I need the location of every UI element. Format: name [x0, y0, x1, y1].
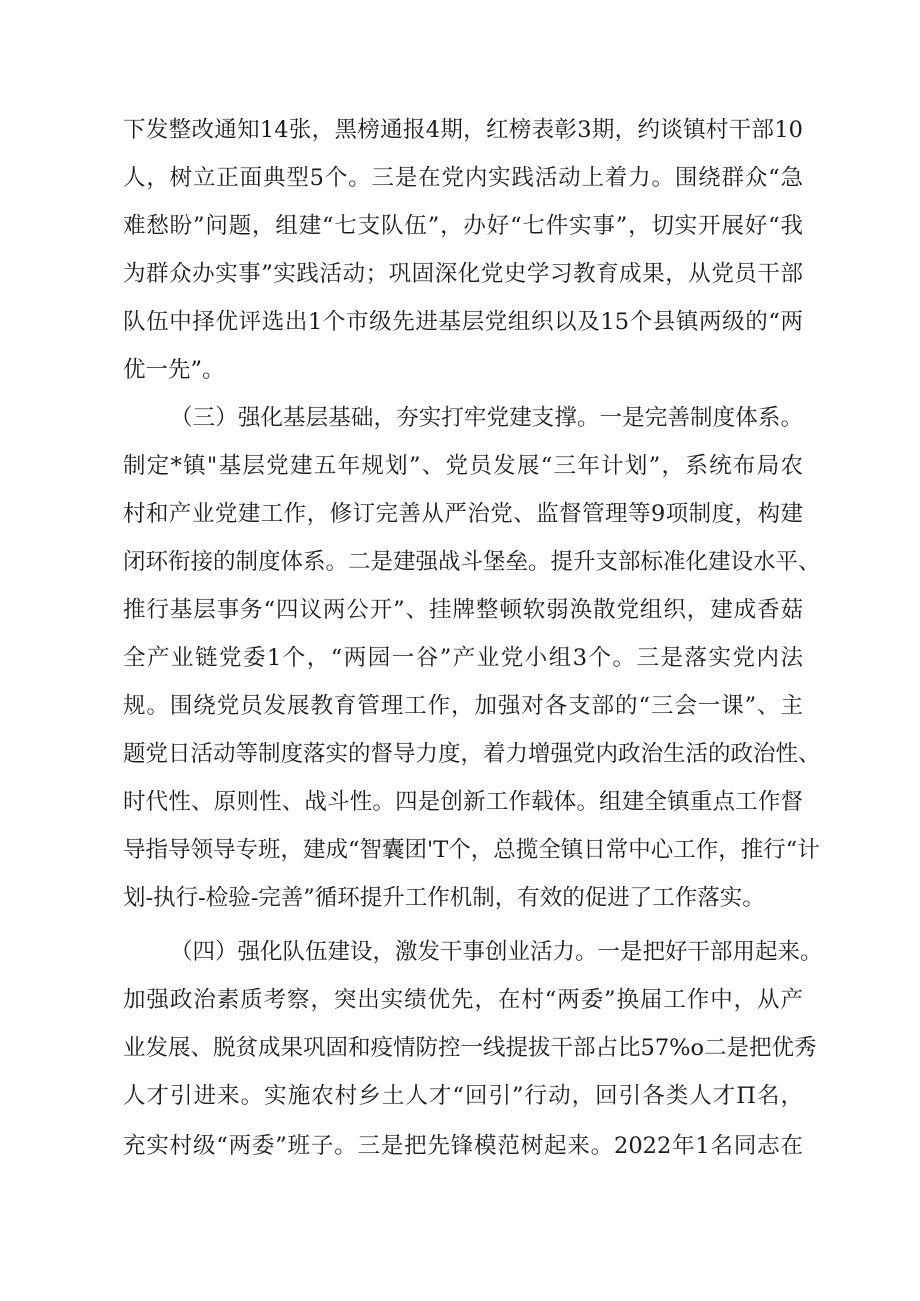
text-line: 全产业链党委1个，“两园一谷”产业党小组3个。三是落实党内法 — [123, 645, 803, 671]
paragraph-heading-3: （三）强化基层基础，夯实打牢党建支撑。一是完善制度体系。 — [170, 405, 803, 431]
text-line: 推行基层事务“四议两公开”、挂牌整顿软弱涣散党组织，建成香菇 — [123, 597, 803, 623]
text-line: 制定*镇"基层党建五年规划”、党员发展“三年计划”，系统布局农 — [123, 453, 803, 479]
text-line: 题党日活动等制度落实的督导力度，着力增强党内政治生活的政治性、 — [123, 741, 821, 767]
text-line: 导指导领导专班，建成“智囊团'T个，总揽全镇日常中心工作，推行“计 — [123, 837, 820, 863]
text-line: 划-执行-检验-完善”循环提升工作机制，有效的促进了工作落实。 — [123, 885, 765, 911]
text-line: 人，树立正面典型5个。三是在党内实践活动上着力。围绕群众“急 — [123, 165, 803, 191]
paragraph-heading-4: （四）强化队伍建设，激发干事创业活力。一是把好干部用起来。 — [170, 939, 823, 965]
text-line: 闭环衔接的制度体系。二是建强战斗堡垒。提升支部标准化建设水平、 — [123, 549, 821, 575]
text-line: 加强政治素质考察，突出实绩优先，在村“两委”换届工作中，从产 — [123, 987, 803, 1013]
text-line: 时代性、原则性、战斗性。四是创新工作载体。组建全镇重点工作督 — [123, 789, 803, 815]
text-line: 村和产业党建工作，修订完善从严治党、监督管理等9项制度，构建 — [123, 501, 803, 527]
text-line: 下发整改通知14张，黑榜通报4期，红榜表彰3期，约谈镇村干部10 — [123, 117, 803, 143]
text-line: 为群众办实事”实践活动；巩固深化党史学习教育成果，从党员干部 — [123, 261, 803, 287]
text-line: 人才引进来。实施农村乡土人才“回引”行动，回引各类人才Π名， — [123, 1083, 803, 1109]
text-line: 优一先”。 — [123, 357, 225, 383]
text-line: 充实村级“两委”班子。三是把先锋模范树起来。2022年1名同志在 — [123, 1133, 803, 1159]
text-line: 业发展、脱贫成果巩固和疫情防控一线提拔干部占比57%o二是把优秀 — [123, 1035, 817, 1061]
text-line: 难愁盼”问题，组建“七支队伍”，办好“七件实事”，切实开展好“我 — [123, 213, 803, 239]
text-line: 队伍中择优评选出1个市级先进基层党组织以及15个县镇两级的“两 — [123, 309, 803, 335]
text-line: 规。围绕党员发展教育管理工作，加强对各支部的“三会一课”、主 — [123, 693, 803, 719]
